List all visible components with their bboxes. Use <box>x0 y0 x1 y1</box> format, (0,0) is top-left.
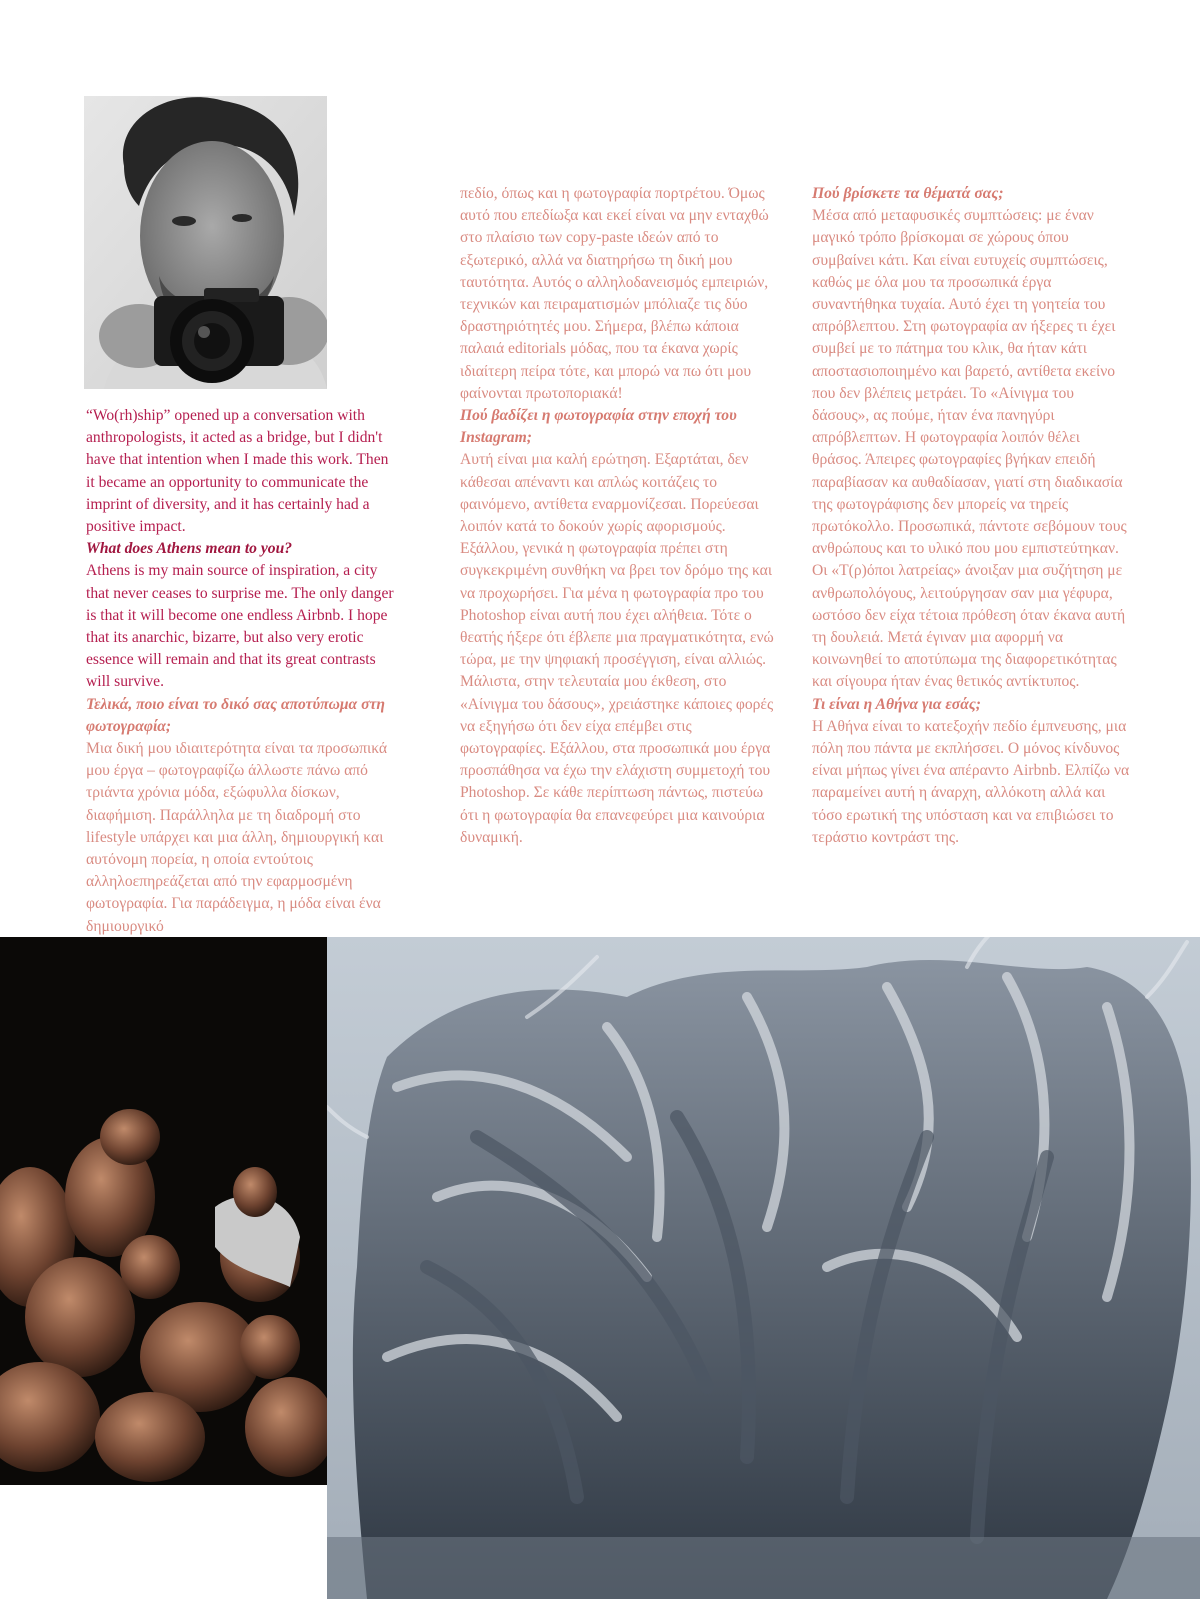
greek-paragraph: πεδίο, όπως και η φωτογραφία πορτρέτου. Όμως αυτό που επεδίωξα και εκεί είναι να μην ενταχθώ στο πλαίσιο των copy-paste ιδεών από το εξωτερικό, αλλά να διατηρήσω τη δική μου ταυτότητα. Αυτός ο αλληλοδανεισμός εμπειριών, τεχνικών και πειραματισμών μπόλιαζε τις δύο δραστηριότητές μου. Σήμερα, βλέπω κάποια παλαιά editorials μόδας, που τα έκανα χωρίς ιδιαίτερη πείρα τότε, και μπορώ να πω ότι μου φαίνονται πρωτοποριακά! <box>460 185 769 402</box>
greek-question: Τελικά, ποιο είναι το δικό σας αποτύπωμα στη φωτογραφία; <box>86 695 385 735</box>
text-column-3 <box>812 183 1132 849</box>
greek-paragraph: Μέσα από μεταφυσικές συμπτώσεις: με έναν μαγικό τρόπο βρίσκομαι σε χώρους όπου συμβαίνει κάτι. Και είναι ευτυχείς συμπτώσεις, καθώς με όλα μου τα προσωπικά έργα συναντήθηκα τυχαία. Αυτό έχει τη γοητεία του απρόβλεπτου. Στη φωτογραφία αν ήξερες τι έχει συμβεί με το πάτημα του κλικ, θα ήταν κάτι αποστασιοποιημένο και βαρετό, αντίθετα εκείνο που δεν βλέπεις μετράει. Το «Αίνιγμα του δάσους», ας πούμε, ήταν ένα πανηγύρι απρόβλεπτων. Η φωτογραφία λοιπόν θέλει θράσος. Άπειρες φωτογραφίες βγήκαν επειδή παραβίασαν κα αυθαδίασαν, γιατί στη διαδικασία της φωτογράφισης δεν μπορείς να τηρείς πρωτόκολλο. Προσωπικά, πάντοτε σεβόμουν τους ανθρώπους και το υλικό που μου εμπιστεύτηκαν. Οι «Τ(ρ)όποι λατρείας» άνοιξαν μια συζήτηση με ανθρωπολόγους, λειτούργησαν σαν μια γέφυρα, ωστόσο δεν είχα τέτοια πρόθεση όταν έκανα αυτή τη δουλειά. Μετά έγιναν μια αφορμή να κοινωνηθεί το αποτύπωμα της διαφορετικότητας και σίγουρα ήταν ένας θετικός αντίκτυπος. <box>812 207 1127 691</box>
photographer-portrait <box>84 96 327 389</box>
english-question: What does Athens mean to you? <box>86 540 293 558</box>
text-column-1 <box>86 405 396 938</box>
tree-roots-photo <box>327 937 1200 1599</box>
greek-paragraph: Η Αθήνα είναι το κατεξοχήν πεδίο έμπνευσης, μια πόλη που πάντα με εκπλήσσει. Ο μόνος κίνδυνος είναι μήπως γίνει ένα απέραντο Airbnb. Ελπίζω να παραμείνει αυτή η άναρχη, αλλόκοτη αλλά και τόσο ερωτική της υπόσταση και να επιβιώσει το τεράστιο κοντράστ της. <box>812 717 1130 846</box>
text-column-2 <box>460 183 780 849</box>
greek-paragraph: Μια δική μου ιδιαιτερότητα είναι τα προσωπικά μου έργα – φωτογραφίζω άλλωστε πάνω από τριάντα χρόνια μόδα, εξώφυλλα δίσκων, διαφήμιση. Παράλληλα με τη διαδρομή στο lifestyle υπάρχει και μια άλλη, δημιουργική και αυτόνομη πορεία, η οποία εντούτοις αλληλοεπηρεάζεται από την εφαρμοσμένη φωτογραφία. Για παράδειγμα, η μόδα είναι ένα δημιουργικό <box>86 740 388 935</box>
greek-question: Πού βρίσκετε τα θέματά σας; <box>812 185 1004 202</box>
english-paragraph: Athens is my main source of inspiration, a city that never ceases to surprise me. The only danger is that it will become one endless Airbnb. I hope that its anarchic, bizarre, but also very erotic essence will remain and that its great contrasts will survive. <box>86 562 394 691</box>
greek-question: Τι είναι η Αθήνα για εσάς; <box>812 695 981 713</box>
greek-question: Πού βαδίζει η φωτογραφία στην εποχή του Instagram; <box>460 407 737 447</box>
english-paragraph: “Wo(rh)ship” opened up a conversation with anthropologists, it acted as a bridge, but I didn't have that intention when I made this work. Then it became an opportunity to communicate the imprint of diversity, and it has certainly had a positive impact. <box>86 407 389 536</box>
greek-paragraph: Αυτή είναι μια καλή ερώτηση. Εξαρτάται, δεν κάθεσαι απέναντι και απλώς κοιτάζεις το φαινόμενο, αντίθετα εναρμονίζεσαι. Πορεύεσαι λοιπόν κατά το δοκούν χωρίς αφορισμούς. Εξάλλου, γενικά η φωτογραφία πρέπει στη συγκεκριμένη συνθήκη να βρει τον δρόμο της και να προχωρήσει. Για μένα η φωτογραφία προ του Photoshop είναι αυτή που έχει αλήθεια. Τότε ο θεατής ήξερε ότι έβλεπε μια πραγματικότητα, ενώ τώρα, με την ψηφιακή προσέγγιση, είναι αλλιώς. Μάλιστα, στην τελευταία μου έκθεση, στο «Αίνιγμα του δάσους», χρειάστηκε κάποιες φορές να εξηγήσω ότι δεν είχα επέμβει στις φωτογραφίες. Εξάλλου, στα προσωπικά μου έργα προσπάθησα να έχω την ελάχιστη συμμετοχή του Photoshop. Σε κάθε περίπτωση πάντως, πιστεύω ότι η φωτογραφία θα επανεφεύρει μια καινούρια δυναμική. <box>460 451 774 846</box>
crowd-photo <box>0 937 327 1485</box>
